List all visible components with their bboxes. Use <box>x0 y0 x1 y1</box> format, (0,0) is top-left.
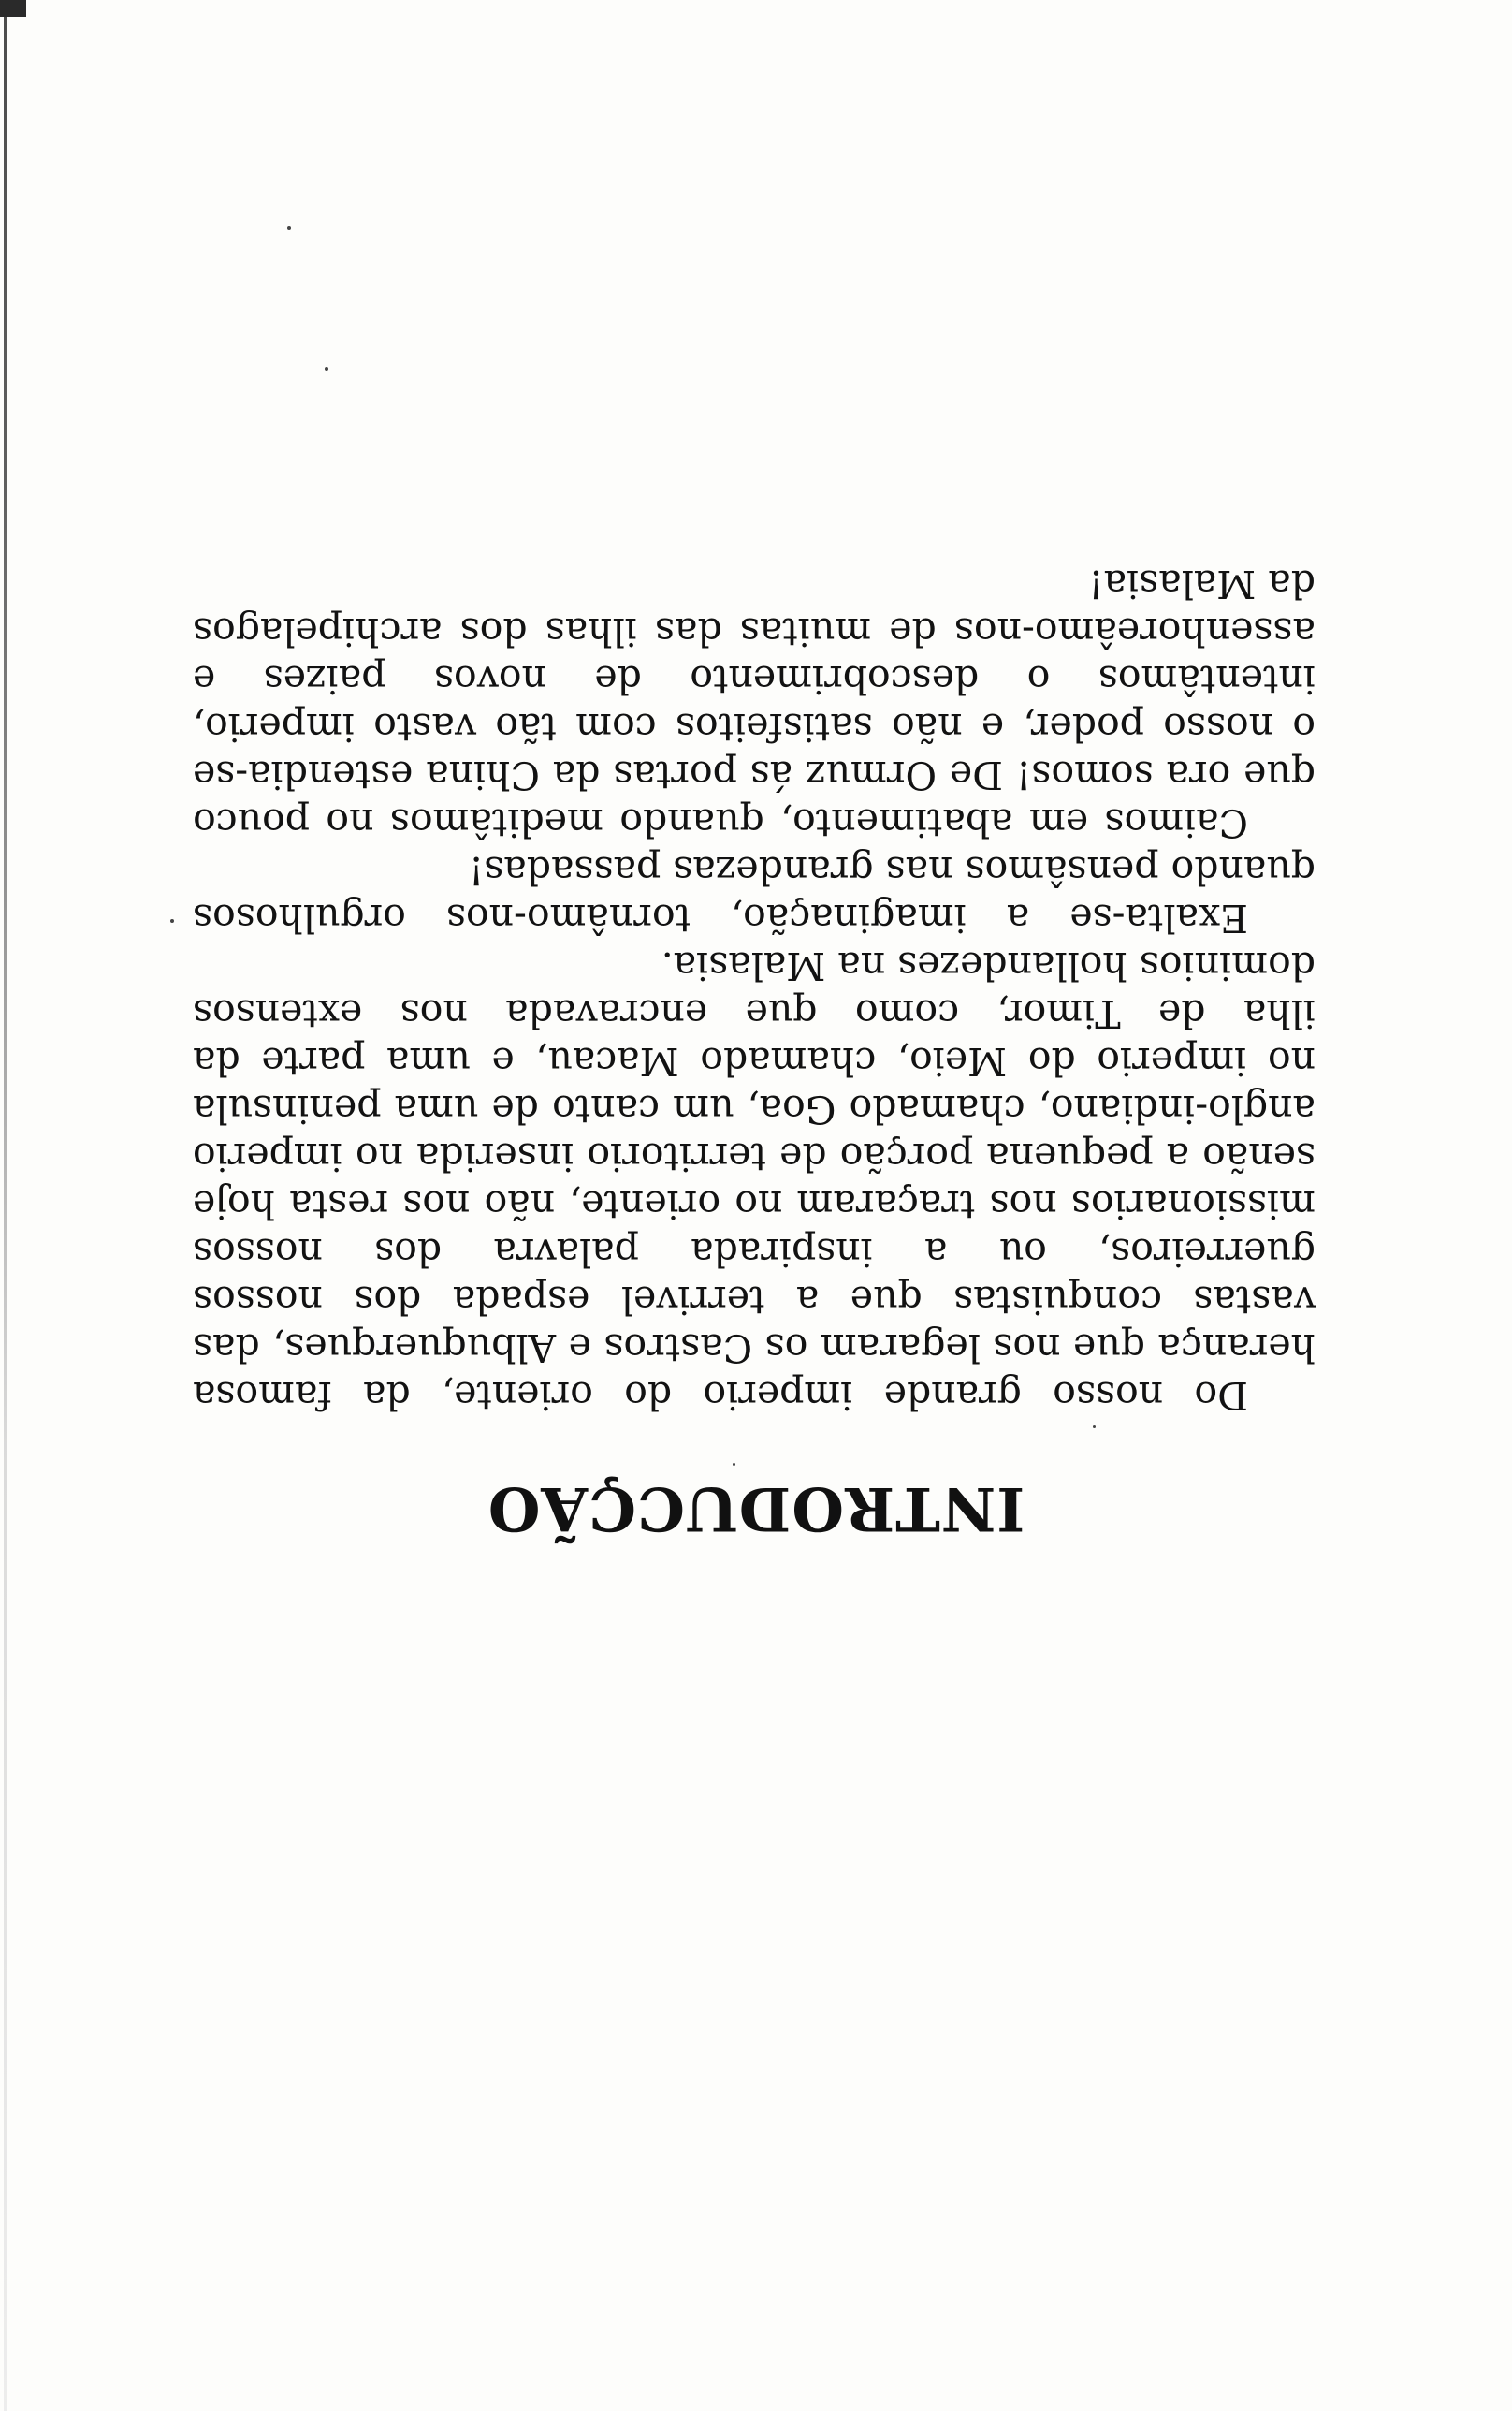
page-title: INTRODUCÇÃO <box>487 1473 1025 1543</box>
ink-speck <box>287 226 291 230</box>
ink-speck <box>1093 1425 1096 1428</box>
paragraph-3: Caimos em abatimento, quando meditâmos no pouco que ora somos! De Ormuz ás portas da China estendia-se o nosso poder, e não satisfeitos com tão vasto imperio, intentâmos o descobrimento de novos paizes e assenhoreâmo-nos de muitas das ilhas dos archipelagos da Malasia! <box>193 562 1316 845</box>
body-text <box>193 560 1316 1419</box>
paragraph-1: Do nosso grande imperio do oriente, da famosa herança que nos legaram os Castros e Albuquerques, das vastas conquistas que a terrivel espada dos nossos guerreiros, ou a inspirada palavra dos nossos missionarios nos traçaram no oriente, não nos resta hoje senão a pequena porção de territorio inserida no imperio anglo-indiano, chamado Goa, um canto de uma peninsula no imperio do Meio, chamado Macau, e uma parte da ilha de Timor, como que encravada nos extensos dominios hollandezes na Malasia. <box>193 943 1316 1418</box>
page-edge-shadow <box>4 0 7 2411</box>
ink-speck <box>325 367 328 371</box>
page-corner-shadow <box>0 0 26 17</box>
paragraph-2: Exalta-se a imaginação, tornâmo-nos orgulhosos quando pensâmos nas grandezas passadas! <box>193 848 1316 941</box>
ink-speck <box>170 919 174 923</box>
ink-speck <box>733 1463 735 1466</box>
